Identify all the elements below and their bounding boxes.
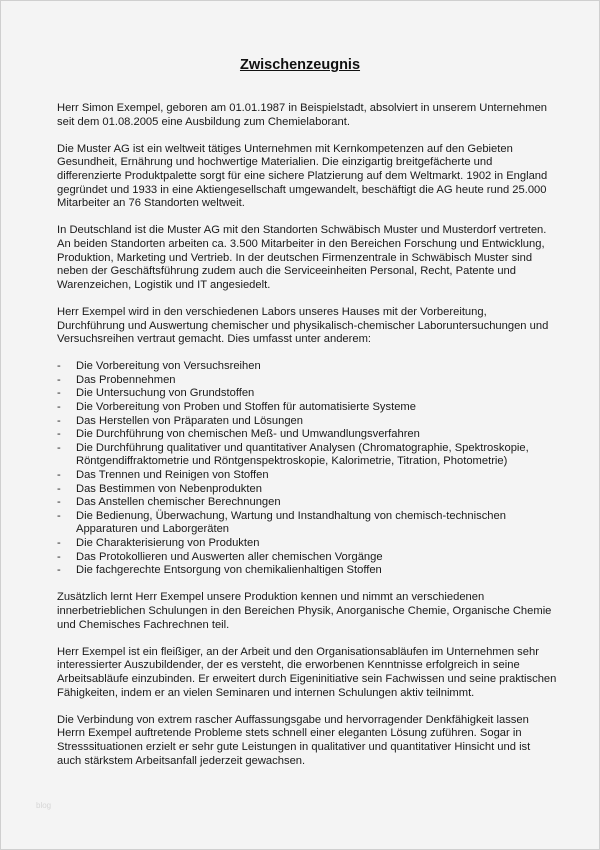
dash-bullet: - xyxy=(57,428,61,441)
dash-bullet: - xyxy=(57,387,61,400)
dash-bullet: - xyxy=(57,550,61,563)
list-item xyxy=(57,442,557,469)
list-item-text: Die Vorbereitung von Proben und Stoffen für automatisierte Systeme xyxy=(76,401,416,414)
list-item xyxy=(57,401,557,415)
list-item-text: Das Anstellen chemischer Berechnungen xyxy=(76,496,281,509)
company-paragraph: Die Muster AG ist ein weltweit tätiges Unternehmen mit Kernkompetenzen auf den Gebieten Gesundheit, Ernährung und hochwertige Materialien. Die einzigartig breitgefächerte und differenzierte Produktpalette sorgt für eine sichere Platzierung auf dem Weltmarkt. 1902 in England gegründet und 1933 in eine Aktiengesellschaft umgewandelt, beschäftigt die AG heute rund 25.000 Mitarbeiter an 76 Standorten weltweit. xyxy=(57,142,548,210)
list-item-text: Die fachgerechte Entsorgung von chemikalienhaltigen Stoffen xyxy=(76,564,382,577)
dash-bullet: - xyxy=(57,564,61,577)
list-item-text: Das Bestimmen von Nebenprodukten xyxy=(76,482,262,495)
training-paragraph: Zusätzlich lernt Herr Exempel unsere Produktion kennen und nimmt an verschiedenen innerbetrieblichen Schulungen in den Bereichen Physik, Anorganische Chemie, Organische Chemie und Chemisches Fachrechnen teil. xyxy=(57,591,552,631)
duties-intro-paragraph: Herr Exempel wird in den verschiedenen Labors unseres Hauses mit der Vorbereitung, Durchführung und Auswertung chemischer und physikalisch-chemischer Laboruntersuchungen und Versuchsreihen vertraut gemacht. Dies umfasst unter anderem: xyxy=(57,305,549,346)
list-item xyxy=(57,551,557,565)
list-item-text: Das Trennen und Reinigen von Stoffen xyxy=(76,469,269,482)
list-item xyxy=(57,564,557,578)
list-item-text: Die Charakterisierung von Produkten xyxy=(76,537,260,549)
list-item-text: Die Durchführung von chemischen Meß- und Umwandlungsverfahren xyxy=(76,428,420,441)
dash-bullet: - xyxy=(57,482,61,495)
dash-bullet: - xyxy=(57,401,61,414)
dash-bullet: - xyxy=(57,496,61,509)
dash-bullet: - xyxy=(57,360,61,373)
document-body xyxy=(57,102,557,782)
assessment-paragraph: Herr Exempel ist ein fleißiger, an der Arbeit und den Organisationsabläufen im Unternehmen sehr interessierter Auszubildender, der es versteht, die erworbenen Kenntnisse erfolgreich in seine Arbeitsabläufe einzubinden. Er erweitert durch Eigeninitiative sein Fachwissen und seine praktischen Fähigkeiten, indem er an vielen Seminaren und internen Schulungen aktiv teilnimmt. xyxy=(57,645,557,699)
list-item xyxy=(57,428,557,442)
list-item xyxy=(57,483,557,497)
list-item-text: Das Protokollieren und Auswerten aller chemischen Vorgänge xyxy=(76,550,383,563)
intro-paragraph: Herr Simon Exempel, geboren am 01.01.1987 in Beispielstadt, absolviert in unserem Unternehmen seit dem 01.08.2005 eine Ausbildung zum Chemielaborant. xyxy=(57,102,548,128)
dash-bullet: - xyxy=(57,441,61,454)
list-item-text: Das Probennehmen xyxy=(76,373,176,386)
list-item xyxy=(57,496,557,510)
list-item xyxy=(57,537,557,551)
dash-bullet: - xyxy=(57,414,61,427)
list-item xyxy=(57,415,557,429)
duties-list xyxy=(57,360,557,578)
list-item xyxy=(57,387,557,401)
performance-paragraph: Die Verbindung von extrem rascher Auffassungsgabe und hervorragender Denkfähigkeit lassen Herrn Exempel auftretende Probleme stets schnell einer eleganten Lösung zuführen. Sogar in Stresssituationen erzielt er sehr gute Leistungen in qualitativer und quantitativer Hinsicht und ist auch stärkstem Arbeitsanfall jederzeit gewachsen. xyxy=(57,713,531,767)
dash-bullet: - xyxy=(57,469,61,482)
list-item xyxy=(57,374,557,388)
list-item xyxy=(57,469,557,483)
list-item-text: Die Untersuchung von Grundstoffen xyxy=(76,387,255,400)
document-title: Zwischenzeugnis xyxy=(239,57,361,73)
dash-bullet: - xyxy=(57,537,61,549)
germany-paragraph: In Deutschland ist die Muster AG mit den Standorten Schwäbisch Muster und Musterdorf vertreten. An beiden Standorten arbeiten ca. 3.500 Mitarbeiter in den Bereichen Forschung und Entwicklung, Produktion, Marketing und Vertrieb. In der deutschen Firmenzentrale in Schwäbisch Muster sind neben der Geschäftsführung zudem auch die Serviceeinheiten Personal, Recht, Patente und Warenzeichen, Logistik und IT angesiedelt. xyxy=(57,224,547,291)
list-item-text: Die Vorbereitung von Versuchsreihen xyxy=(76,360,261,373)
list-item-text: Das Herstellen von Präparaten und Lösungen xyxy=(76,414,304,427)
dash-bullet: - xyxy=(57,509,61,522)
list-item-text: Die Durchführung qualitativer und quantitativer Analysen (Chromatographie, Spektroskopie, Röntgendiffraktometrie und Röntgenspektroskopie, Kalorimetrie, Titration, Photometrie) xyxy=(76,441,529,468)
dash-bullet: - xyxy=(57,373,61,386)
list-item-text: Die Bedienung, Überwachung, Wartung und Instandhaltung von chemisch-technischen Apparaturen und Laborgeräten xyxy=(76,509,506,536)
list-item xyxy=(57,360,557,374)
watermark-text: blog xyxy=(36,801,52,810)
list-item xyxy=(57,510,557,537)
